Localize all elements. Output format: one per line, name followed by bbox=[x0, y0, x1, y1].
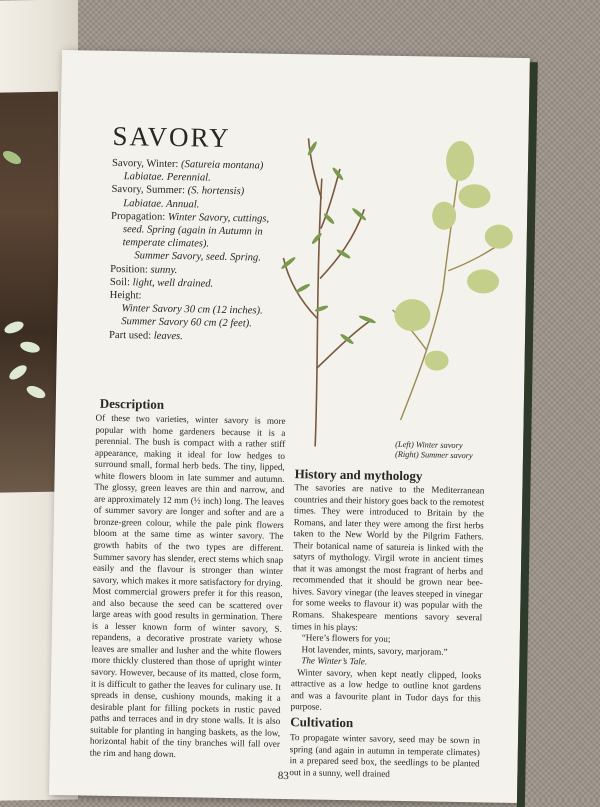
summer-savory-flowers bbox=[393, 140, 514, 372]
summer-latin: (S. hortensis) bbox=[187, 185, 245, 198]
quote-line-2: Hot lavender, mints, savory, marjoram.” bbox=[301, 643, 448, 657]
part-value: leaves. bbox=[153, 330, 183, 342]
soil-value: light, well drained. bbox=[132, 277, 214, 290]
propagation-summer: Summer Savory, seed. Spring. bbox=[134, 250, 262, 264]
history-heading: History and mythology bbox=[294, 466, 423, 484]
position-label: Position: bbox=[110, 263, 148, 276]
illustration-caption bbox=[395, 440, 495, 462]
summer-family: Labiatae. Annual. bbox=[123, 197, 200, 211]
description-text: Of these two varieties, winter savory is more popular with home gardeners because it is a perennial. The bush is compact with a rather stiff appearance, making it ideal for low hedges to surround small, formal herb beds. The tiny, lipped, white flowers bloom in late summer and autumn. The glossy, green leaves are thin and narrow, and are approximately 12 mm (½ inch) long. The leaves of summer savory are longer and softer and are a bronze-green colour, while the pale pink flowers bloom at the same time as winter savory. The growth habits of the two types are different. Summer savory has slender, erect stems which snap easily and the flavour is stronger than winter savory, which makes it more satisfactory for drying. Most commercial growers prefer it for this reason, and also because the seed can be scattered over large areas with good results in germination. There is a lesser known form of winter savory, S. repandens, a decorative prostrate variety whose leaves are smaller and lusher and the white flowers more thickly clustered than those of upright winter savory. However, because of its matted, close form, it is difficult to gather the leaves for culinary use. It spreads in dense, cushiony mounds, making it a desirable plant for filling pockets in rustic paved paths and terraces and in dry stone walls. It is also suitable for planting in hanging baskets, as the low, horizontal habit of the tiny branches will fall over the rim and hang down. bbox=[89, 412, 286, 759]
part-label: Part used: bbox=[108, 329, 152, 342]
winter-savory-drawing bbox=[280, 138, 375, 448]
winter-name: Savory, Winter: bbox=[111, 157, 179, 171]
description-heading: Description bbox=[99, 395, 165, 412]
quote-line-1: “Here’s flowers for you; bbox=[301, 632, 391, 644]
history-text: The savories are native to the Mediterranean countries and their history goes back to the remotest times. They were introduced to Britain by the Romans, and later they were among the first herbs taken to the New World by the Pilgrim Fathers. Their botanical name of satureia is linked with the satyrs of mythology. Virgil wrote in ancient times that it was amongst the most fragrant of herbs and recommended that it should be grown near bee-hives. Savory vinegar (the leaves steeped in vinegar for some weeks to flavour it) was popular with the Romans. Shakespeare mentions savory several times in his plays: bbox=[291, 482, 485, 632]
position-value: sunny. bbox=[150, 264, 178, 276]
winter-latin: (Satureia montana) bbox=[180, 159, 264, 172]
propagation-winter-2: seed. Spring (again in Autumn in bbox=[122, 224, 263, 238]
history-text-2: Winter savory, when kept neatly clipped, looks attractive as a low hedge to outline knot gardens and was a favourite plant in Tudor days for this purpose. bbox=[290, 666, 482, 713]
propagation-label: Propagation: bbox=[111, 210, 166, 223]
book-page bbox=[49, 50, 530, 803]
cultivation-heading: Cultivation bbox=[290, 714, 354, 731]
soil-label: Soil: bbox=[109, 276, 131, 289]
winter-savory-leaves bbox=[279, 140, 380, 346]
propagation-winter-3: temperate climates). bbox=[122, 237, 210, 250]
cultivation-text: To propagate winter savory, seed may be sown in spring (and again in autumn in temperate climates) in a prepared seed box, the seedlings to be planted out in a sunny, well drained bbox=[289, 732, 481, 779]
caption-line-1: (Left) Winter savory bbox=[395, 439, 463, 451]
height-summer: Summer Savory 60 cm (2 feet). bbox=[121, 316, 252, 330]
quote-source: The Winter’s Tale. bbox=[301, 655, 368, 667]
page-title: SAVORY bbox=[112, 120, 231, 153]
height-label: Height: bbox=[109, 289, 142, 302]
winter-family: Labiatae. Perennial. bbox=[123, 171, 211, 184]
page-number: 83 bbox=[277, 769, 289, 783]
facing-page-photo bbox=[0, 92, 58, 493]
history-section bbox=[290, 482, 484, 716]
propagation-winter: Winter Savory, cuttings, bbox=[167, 211, 270, 225]
savory-illustration bbox=[255, 117, 516, 451]
height-winter: Winter Savory 30 cm (12 inches). bbox=[121, 303, 263, 317]
caption-line-2: (Right) Summer savory bbox=[394, 449, 473, 461]
summer-name: Savory, Summer: bbox=[111, 184, 186, 197]
